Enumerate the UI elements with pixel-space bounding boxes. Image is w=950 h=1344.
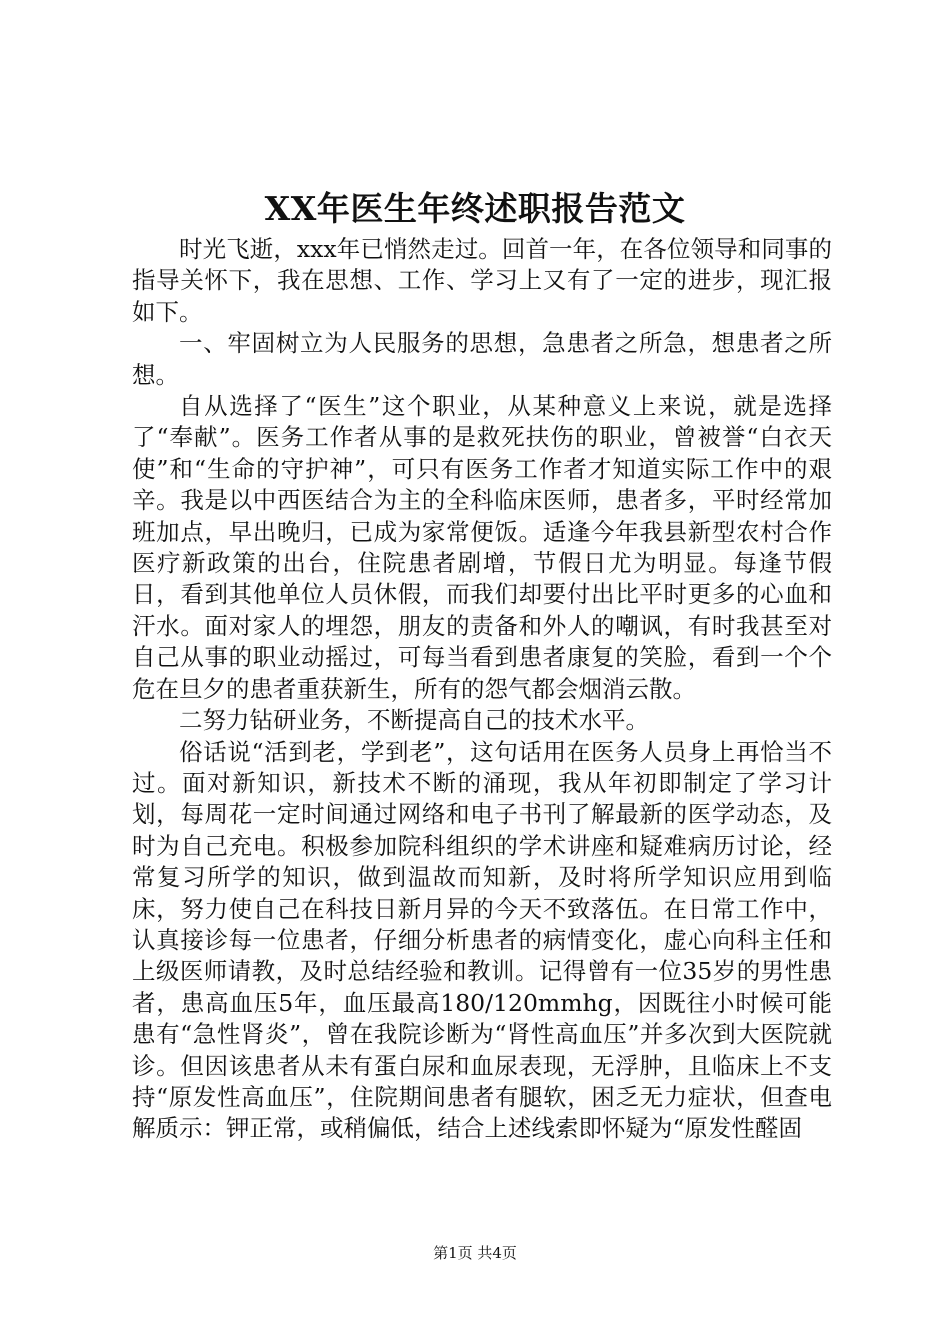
paragraph-heading-1: 一、牢固树立为人民服务的思想，急患者之所急，想患者之所想。 xyxy=(132,329,832,389)
paragraph-dedication: 自从选择了“医生”这个职业，从某种意义上来说，就是选择了“奉献”。医务工作者从事的是救死扶伤的职业，曾被誉“白衣天使”和“生命的守护神”，可只有医务工作者才知道实际工作中的艰辛。我是以中西医结合为主的全科临床医师，患者多，平时经常加班加点，早出晚归，已成为家常便饭。适逢今年我县新型农村合作医疗新政策的出台，住院患者剧增，节假日尤为明显。每逢节假日，看到其他单位人员休假，而我们却要付出比平时更多的心血和汗水。面对家人的埋怨，朋友的责备和外人的嘲讽，有时我甚至对自己从事的职业动摇过，可每当看到患者康复的笑脸，看到一个个危在旦夕的患者重获新生，所有的怨气都会烟消云散。 xyxy=(132,392,832,703)
paragraph-intro: 时光飞逝，xxx年已悄然走过。回首一年，在各位领导和同事的指导关怀下，我在思想、工作、学习上又有了一定的进步，现汇报如下。 xyxy=(132,235,832,326)
document-body xyxy=(132,234,832,1145)
document-title: XX年医生年终述职报告范文 xyxy=(264,189,686,228)
paragraph-heading-2: 二努力钻研业务，不断提高自己的技术水平。 xyxy=(179,706,649,735)
paragraph-study: 俗话说“活到老，学到老”，这句话用在医务人员身上再恰当不过。面对新知识，新技术不断的涌现，我从年初即制定了学习计划，每周花一定时间通过网络和电子书刊了解最新的医学动态，及时为自己充电。积极参加院科组织的学术讲座和疑难病历讨论，经常复习所学的知识，做到温故而知新，及时将所学知识应用到临床，努力使自己在科技日新月异的今天不致落伍。在日常工作中，认真接诊每一位患者，仔细分析患者的病情变化，虚心向科主任和上级医师请教，及时总结经验和教训。记得曾有一位35岁的男性患者，患高血压5年，血压最高180/120mmhg，因既往小时候可能患有“急性肾炎”，曾在我院诊断为“肾性高血压”并多次到大医院就诊。但因该患者从未有蛋白尿和血尿表现，无浮肿，且临床上不支持“原发性高血压”，住院期间患者有腿软，困乏无力症状，但查电解质示：钾正常，或稍偏低，结合上述线索即怀疑为“原发性醛固 xyxy=(132,737,832,1143)
page-footer: 第1页 共4页 xyxy=(433,1244,517,1262)
